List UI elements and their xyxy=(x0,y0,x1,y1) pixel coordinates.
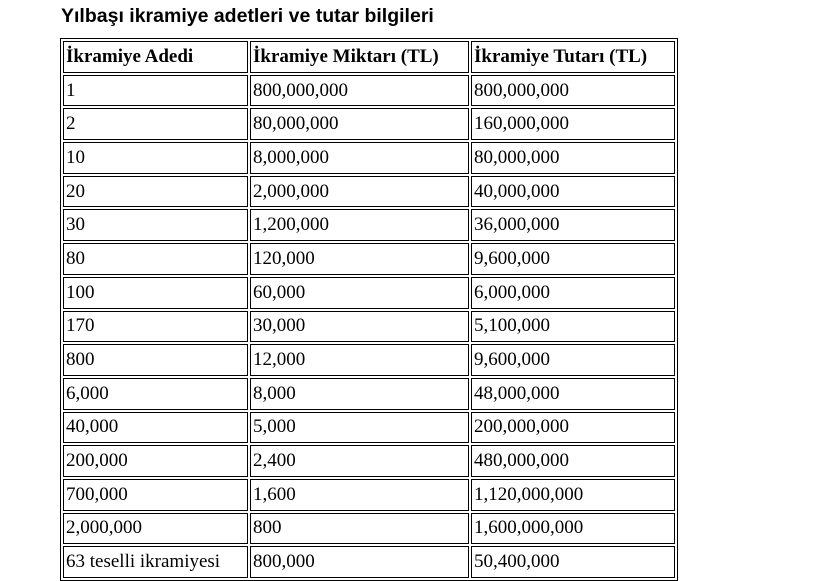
cell-prize-count: 800 xyxy=(63,344,248,376)
table-row xyxy=(63,176,675,208)
cell-prize-amount: 120,000 xyxy=(250,243,469,275)
table-row xyxy=(63,311,675,343)
cell-prize-count: 63 teselli ikramiyesi xyxy=(63,546,248,578)
cell-prize-count: 200,000 xyxy=(63,445,248,477)
cell-prize-count: 6,000 xyxy=(63,378,248,410)
cell-prize-count: 80 xyxy=(63,243,248,275)
page-title: Yılbaşı ikramiye adetleri ve tutar bilgileri xyxy=(61,5,434,27)
cell-prize-total: 6,000,000 xyxy=(471,277,675,309)
cell-prize-amount: 30,000 xyxy=(250,311,469,343)
cell-prize-count: 170 xyxy=(63,311,248,343)
table-row xyxy=(63,513,675,545)
table-row xyxy=(63,277,675,309)
cell-prize-total: 480,000,000 xyxy=(471,445,675,477)
cell-prize-total: 9,600,000 xyxy=(471,243,675,275)
cell-prize-total: 800,000,000 xyxy=(471,75,675,107)
cell-prize-count: 700,000 xyxy=(63,479,248,511)
cell-prize-amount: 5,000 xyxy=(250,412,469,444)
header-prize-count: İkramiye Adedi xyxy=(63,41,248,73)
table-header-row xyxy=(63,41,675,73)
cell-prize-count: 20 xyxy=(63,176,248,208)
prize-table xyxy=(60,38,678,581)
cell-prize-total: 1,600,000,000 xyxy=(471,513,675,545)
table-row xyxy=(63,108,675,140)
table-row xyxy=(63,142,675,174)
cell-prize-amount: 1,200,000 xyxy=(250,209,469,241)
table-row xyxy=(63,209,675,241)
cell-prize-total: 9,600,000 xyxy=(471,344,675,376)
table-row xyxy=(63,243,675,275)
cell-prize-total: 36,000,000 xyxy=(471,209,675,241)
cell-prize-count: 1 xyxy=(63,75,248,107)
cell-prize-total: 1,120,000,000 xyxy=(471,479,675,511)
cell-prize-amount: 8,000 xyxy=(250,378,469,410)
table-row xyxy=(63,546,675,578)
cell-prize-count: 2 xyxy=(63,108,248,140)
table-row xyxy=(63,479,675,511)
cell-prize-amount: 8,000,000 xyxy=(250,142,469,174)
header-prize-amount: İkramiye Miktarı (TL) xyxy=(250,41,469,73)
cell-prize-count: 10 xyxy=(63,142,248,174)
cell-prize-total: 50,400,000 xyxy=(471,546,675,578)
cell-prize-amount: 2,000,000 xyxy=(250,176,469,208)
table-row xyxy=(63,412,675,444)
table-row xyxy=(63,445,675,477)
cell-prize-count: 40,000 xyxy=(63,412,248,444)
cell-prize-amount: 1,600 xyxy=(250,479,469,511)
table-row xyxy=(63,378,675,410)
cell-prize-amount: 800,000 xyxy=(250,546,469,578)
cell-prize-amount: 60,000 xyxy=(250,277,469,309)
table-row xyxy=(63,344,675,376)
cell-prize-amount: 800 xyxy=(250,513,469,545)
table-row xyxy=(63,75,675,107)
cell-prize-count: 2,000,000 xyxy=(63,513,248,545)
cell-prize-total: 160,000,000 xyxy=(471,108,675,140)
cell-prize-count: 100 xyxy=(63,277,248,309)
header-prize-total: İkramiye Tutarı (TL) xyxy=(471,41,675,73)
cell-prize-amount: 12,000 xyxy=(250,344,469,376)
cell-prize-amount: 800,000,000 xyxy=(250,75,469,107)
cell-prize-count: 30 xyxy=(63,209,248,241)
cell-prize-total: 40,000,000 xyxy=(471,176,675,208)
cell-prize-total: 200,000,000 xyxy=(471,412,675,444)
cell-prize-total: 80,000,000 xyxy=(471,142,675,174)
cell-prize-total: 5,100,000 xyxy=(471,311,675,343)
cell-prize-amount: 80,000,000 xyxy=(250,108,469,140)
cell-prize-total: 48,000,000 xyxy=(471,378,675,410)
cell-prize-amount: 2,400 xyxy=(250,445,469,477)
